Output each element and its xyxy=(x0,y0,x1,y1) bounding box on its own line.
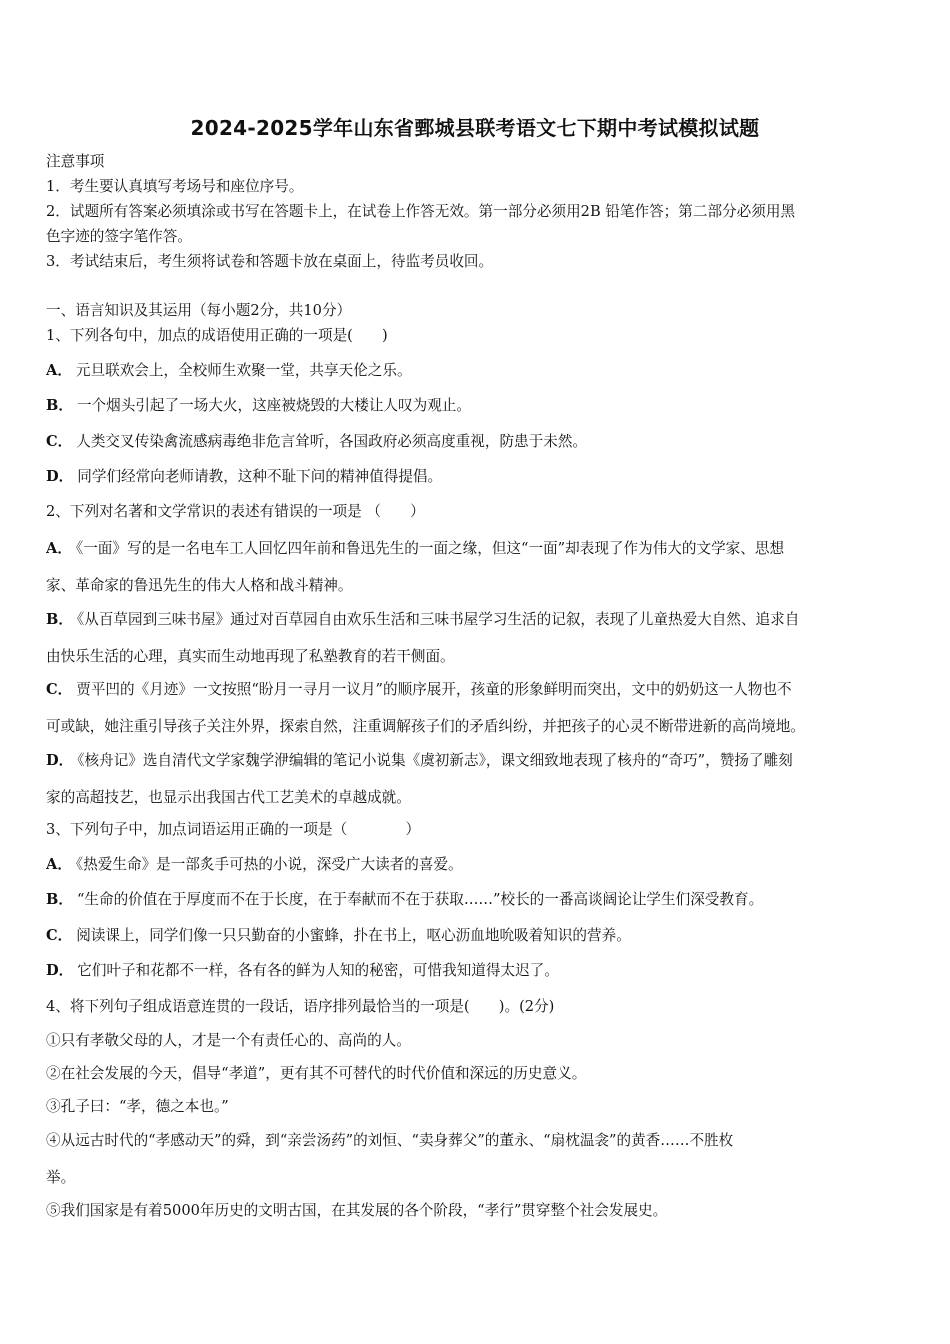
option-text: 《一面》写的是一名电车工人回忆四年前和鲁迅先生的一面之缘，但这“一面”却表现了作为伟大的文学家、思想 xyxy=(75,540,785,557)
question-4-sentence-4-cont: 举。 xyxy=(46,1169,76,1186)
question-2-option-a xyxy=(46,539,908,559)
option-text: “生命的价值在于厚度而不在于长度，在于奉献而不在于获取……”校长的一番高谈阔论让学生们深受教育。 xyxy=(76,891,764,908)
question-1-option-c xyxy=(46,432,908,452)
question-1-stem: 1、下列各句中，加点的成语使用正确的一项是( ) xyxy=(46,327,388,344)
question-4-sentence-4: ④从远古时代的“孝感动天”的舜，到“亲尝汤药”的刘恒、“卖身葬父”的董永、“扇枕温衾”的黄香……不胜枚 xyxy=(46,1132,734,1149)
question-2-option-b-cont: 由快乐生活的心理，真实而生动地再现了私塾教育的若干侧面。 xyxy=(46,648,455,665)
option-label: D． xyxy=(46,962,74,979)
question-3-option-a xyxy=(46,855,908,875)
question-4-sentence-5: ⑤我们国家是有着5000年历史的文明古国，在其发展的各个阶段，“孝行”贯穿整个社会发展史。 xyxy=(46,1202,668,1219)
option-text: 《热爱生命》是一部炙手可热的小说，深受广大读者的喜爱。 xyxy=(75,856,463,873)
notice-item-1: 1．考生要认真填写考场号和座位序号。 xyxy=(46,178,304,195)
option-text: 《核舟记》选自清代文学家魏学洢编辑的笔记小说集《虞初新志》，课文细致地表现了核舟的“奇巧”，赞扬了雕刻 xyxy=(77,752,793,769)
question-3-option-d xyxy=(46,961,908,981)
section-heading: 一、语言知识及其运用（每小题2分，共10分） xyxy=(46,302,352,319)
question-3-stem: 3、下列句子中，加点词语运用正确的一项是（ ） xyxy=(46,821,421,838)
question-2-option-d xyxy=(46,751,908,771)
question-2-option-c xyxy=(46,680,908,700)
question-2-option-d-cont: 家的高超技艺，也显示出我国古代工艺美术的卓越成就。 xyxy=(46,789,411,806)
question-1-option-a xyxy=(46,361,908,381)
notice-item-3: 3．考试结束后，考生须将试卷和答题卡放在桌面上，待监考员收回。 xyxy=(46,253,494,270)
option-label: A． xyxy=(46,856,72,873)
notice-heading: 注意事项 xyxy=(46,153,105,170)
option-text: 元旦联欢会上，全校师生欢聚一堂，共享天伦之乐。 xyxy=(75,362,412,379)
page-title: 2024-2025学年山东省鄄城县联考语文七下期中考试模拟试题 xyxy=(190,116,760,140)
option-label: B． xyxy=(46,611,73,628)
option-label: B． xyxy=(46,397,73,414)
question-1-option-b xyxy=(46,396,908,416)
option-label: C． xyxy=(46,433,73,450)
question-2-option-a-cont: 家、革命家的鲁迅先生的伟大人格和战斗精神。 xyxy=(46,577,353,594)
option-text: 同学们经常向老师请教，这种不耻下问的精神值得提倡。 xyxy=(77,468,443,485)
question-2-option-b xyxy=(46,610,908,630)
option-text: 人类交叉传染禽流感病毒绝非危言耸听，各国政府必须高度重视，防患于未然。 xyxy=(76,433,588,450)
option-label: B． xyxy=(46,891,73,908)
question-4-sentence-1: ①只有孝敬父母的人，才是一个有责任心的、高尚的人。 xyxy=(46,1032,411,1049)
notice-item-2: 2．试题所有答案必须填涂或书写在答题卡上，在试卷上作答无效。第一部分必须用2B 铅笔作答；第二部分必须用黑 xyxy=(46,203,796,220)
question-1-option-d xyxy=(46,467,908,487)
option-text: 阅读课上，同学们像一只只勤奋的小蜜蜂，扑在书上，呕心沥血地吮吸着知识的营养。 xyxy=(76,927,631,944)
question-4-sentence-2: ②在社会发展的今天，倡导“孝道”，更有其不可替代的时代价值和深远的历史意义。 xyxy=(46,1065,587,1082)
question-3-option-b xyxy=(46,890,908,910)
option-label: C． xyxy=(46,681,73,698)
question-2-stem: 2、下列对名著和文学常识的表述有错误的一项是 （ ） xyxy=(46,503,425,520)
option-label: A． xyxy=(46,540,72,557)
notice-item-2-cont: 色字迹的签字笔作答。 xyxy=(46,228,192,245)
question-2-option-c-cont: 可或缺，她注重引导孩子关注外界，探索自然，注重调解孩子们的矛盾纠纷，并把孩子的心灵不断带进新的高尚境地。 xyxy=(46,718,805,735)
option-label: A． xyxy=(46,362,72,379)
question-4-sentence-3: ③孔子曰：“孝，德之本也。” xyxy=(46,1098,229,1115)
question-4-stem: 4、将下列句子组成语意连贯的一段话，语序排列最恰当的一项是( )。(2分) xyxy=(46,998,555,1015)
option-text: 《从百草园到三味书屋》通过对百草园自由欢乐生活和三味书屋学习生活的记叙，表现了儿童热爱大自然、追求自 xyxy=(76,611,800,628)
option-label: C． xyxy=(46,927,73,944)
option-label: D． xyxy=(46,468,74,485)
option-text: 贾平凹的《月迹》一文按照“盼月一寻月一议月”的顺序展开，孩童的形象鲜明而突出，文中的奶奶这一人物也不 xyxy=(76,681,792,698)
question-3-option-c xyxy=(46,926,908,946)
option-text: 它们叶子和花都不一样，各有各的鲜为人知的秘密，可惜我知道得太迟了。 xyxy=(77,962,559,979)
option-text: 一个烟头引起了一场大火，这座被烧毁的大楼让人叹为观止。 xyxy=(76,397,471,414)
option-label: D． xyxy=(46,752,74,769)
